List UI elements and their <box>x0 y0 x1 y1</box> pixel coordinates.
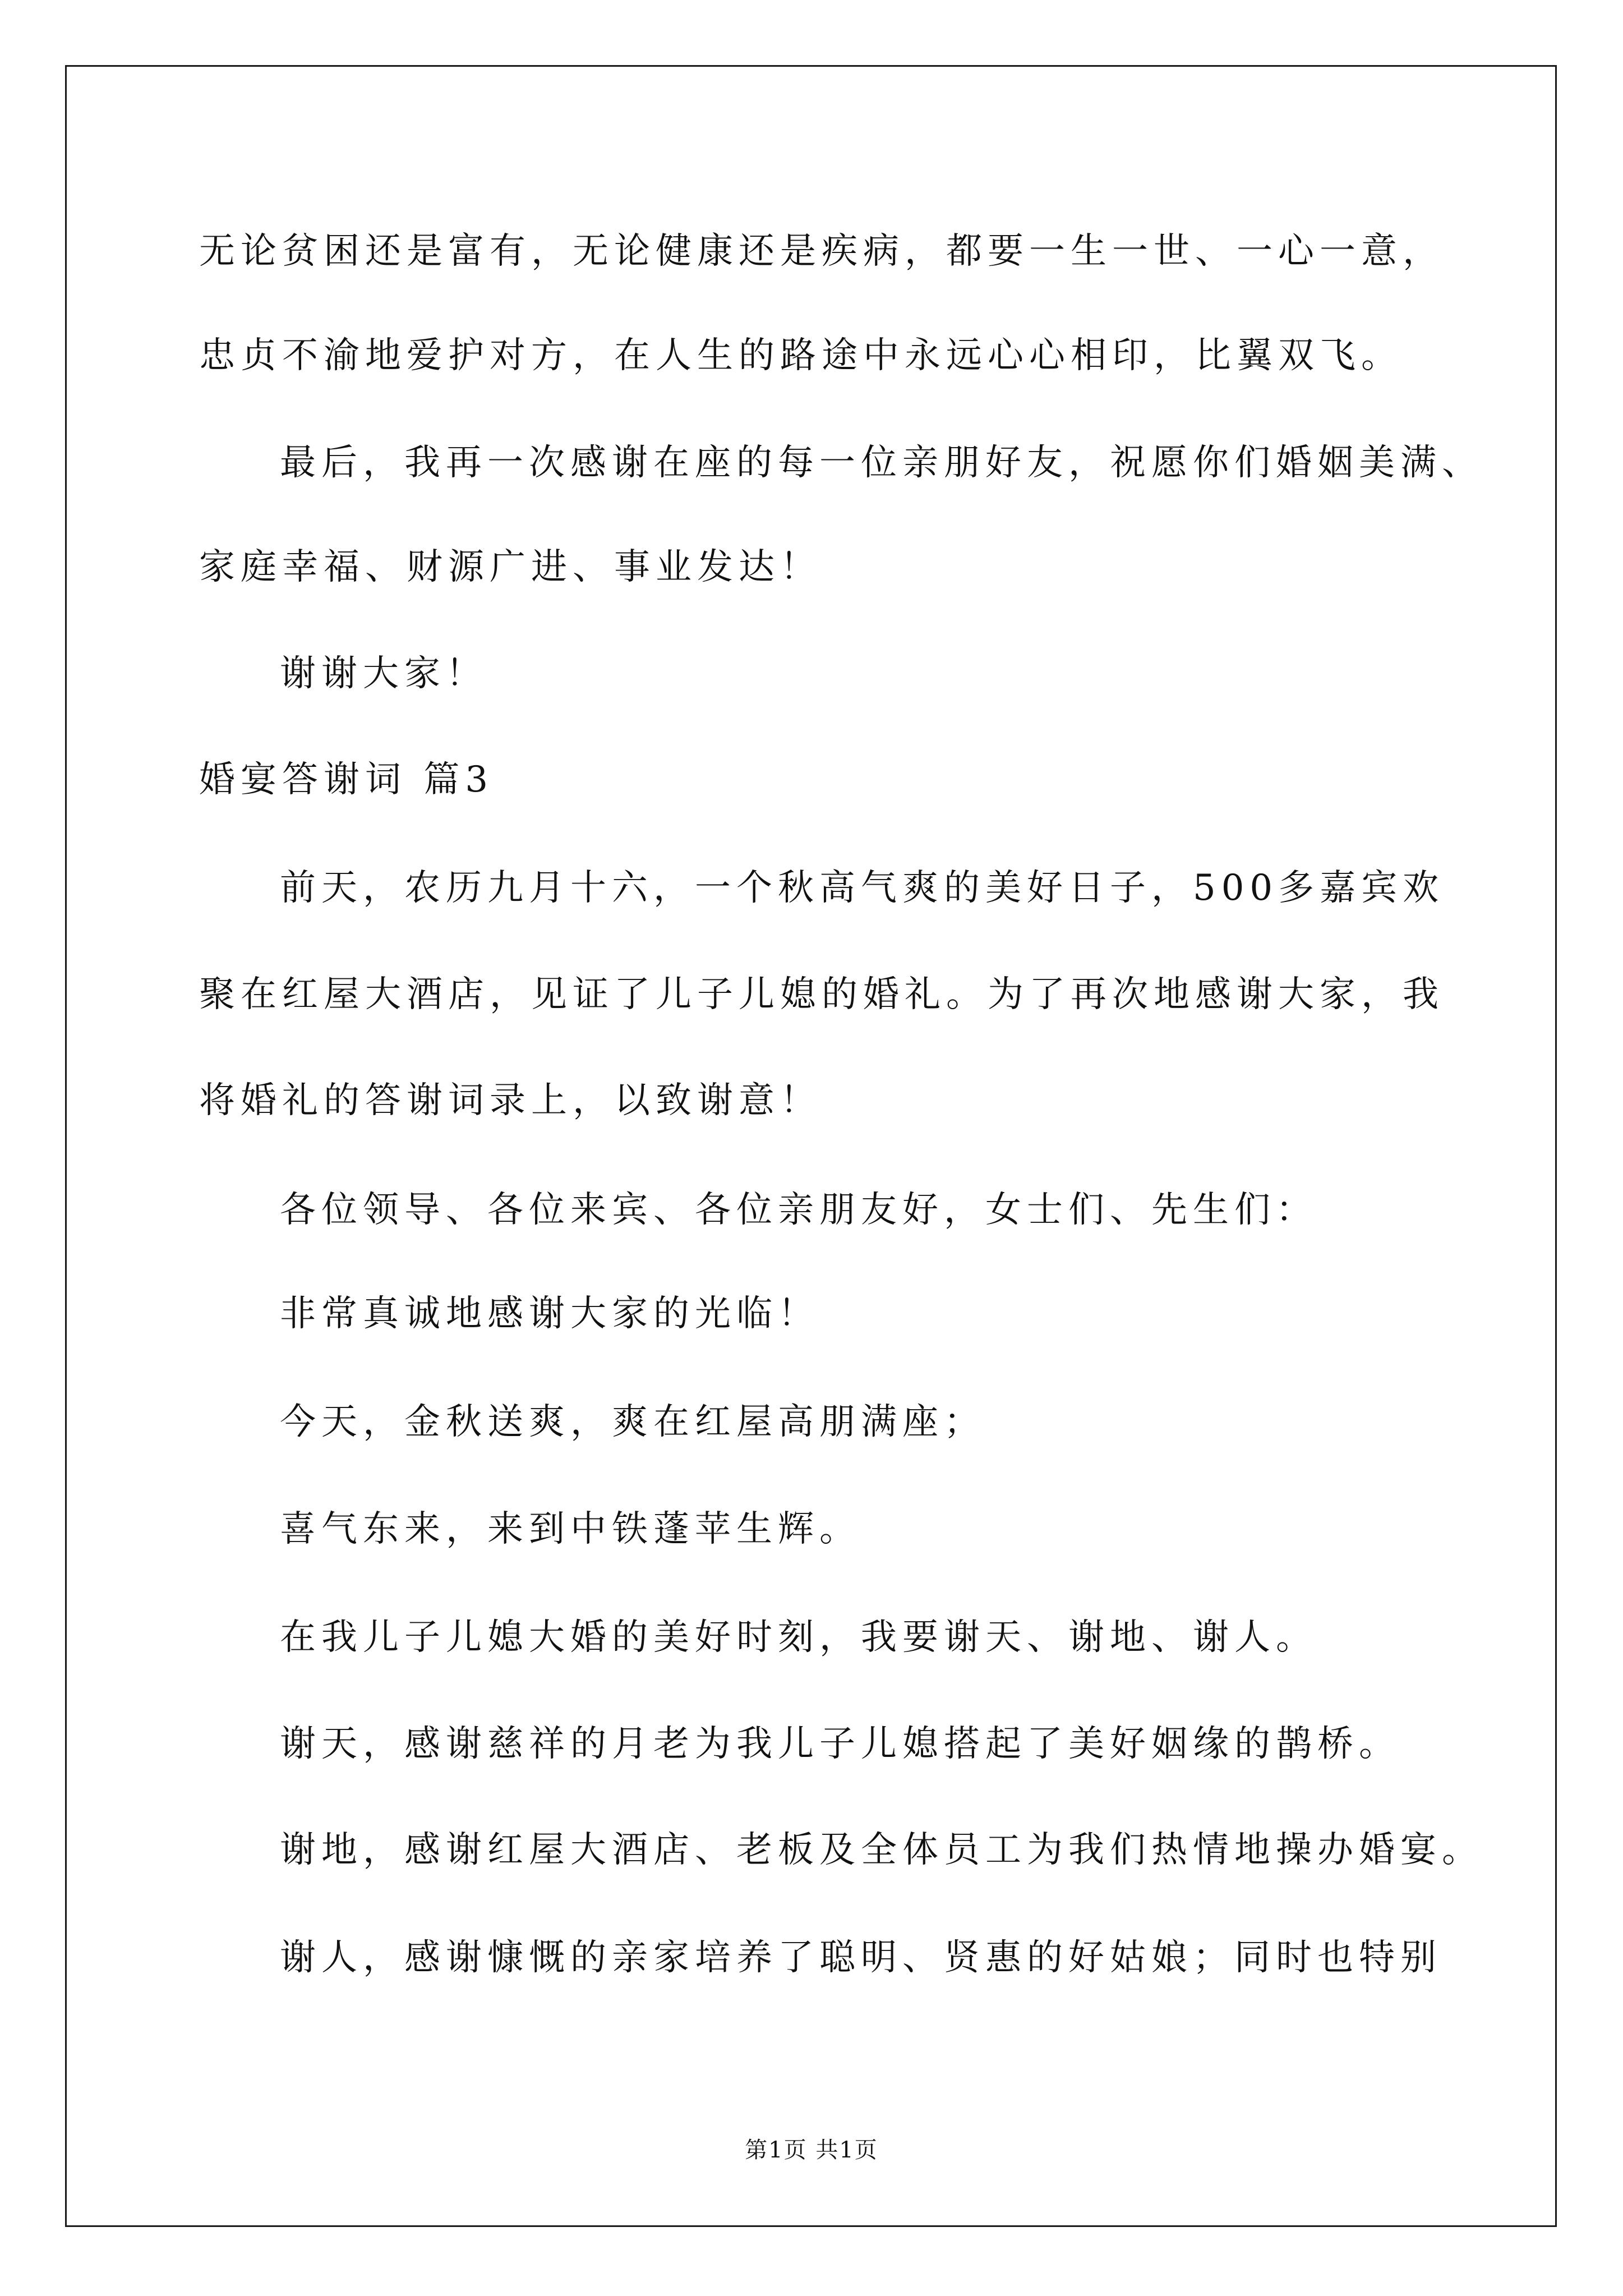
text-line: 今天，金秋送爽，爽在红屋高朋满座； <box>280 1401 985 1443</box>
text-line: 谢谢大家！ <box>280 653 487 694</box>
text-line: 各位领导、各位来宾、各位亲朋友好，女士们、先生们： <box>280 1189 1317 1231</box>
text-line: 在我儿子儿媳大婚的美好时刻，我要谢天、谢地、谢人。 <box>280 1617 1317 1658</box>
text-line: 前天，农历九月十六，一个秋高气爽的美好日子，500多嘉宾欢 <box>280 867 1445 909</box>
text-line: 最后，我再一次感谢在座的每一位亲朋好友，祝愿你们婚姻美满、 <box>280 442 1483 484</box>
text-line: 谢地，感谢红屋大酒店、老板及全体员工为我们热情地操办婚宴。 <box>280 1829 1483 1871</box>
text-line: 谢人，感谢慷慨的亲家培养了聪明、贤惠的好姑娘；同时也特别 <box>280 1937 1442 1978</box>
page-number: 第1页 共1页 <box>745 2137 878 2163</box>
text-line: 家庭幸福、财源广进、事业发达！ <box>199 546 822 588</box>
text-line: 谢天，感谢慈祥的月老为我儿子儿媳搭起了美好姻缘的鹊桥。 <box>280 1723 1400 1765</box>
text-line: 无论贫困还是富有，无论健康还是疾病，都要一生一世、一心一意， <box>199 231 1444 272</box>
text-line: 忠贞不渝地爱护对方，在人生的路途中永远心心相印，比翼双飞。 <box>199 335 1403 376</box>
text-line: 聚在红屋大酒店，见证了儿子儿媳的婚礼。为了再次地感谢大家，我 <box>199 974 1444 1015</box>
text-line: 喜气东来，来到中铁蓬苹生辉。 <box>280 1508 861 1550</box>
page-border <box>65 65 1557 2227</box>
text-line: 将婚礼的答谢词录上，以致谢意！ <box>199 1080 822 1121</box>
text-line: 非常真诚地感谢大家的光临！ <box>280 1293 819 1335</box>
section-heading: 婚宴答谢词 篇3 <box>199 759 494 800</box>
